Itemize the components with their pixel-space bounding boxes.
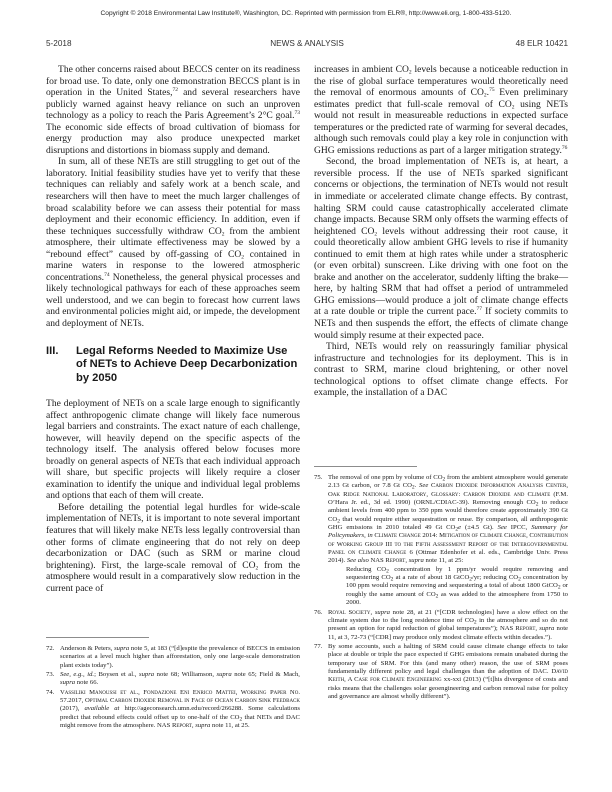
copyright-notice: Copyright © 2018 Environmental Law Institute®, Washington, DC. Reprinted with permission from ELR®, http://www.eli.org, 1-800-433-5120. [100,10,512,17]
section-heading [46,345,300,386]
footnote-number: 75. [314,474,323,481]
left-column [46,64,300,594]
right-column [314,64,568,399]
footnote-76 [314,609,568,642]
footnotes-left [46,637,300,731]
footnote-list [46,645,300,730]
footnote-number: 77. [314,642,323,650]
footnote-72 [46,645,300,670]
section-number: III. [46,344,59,357]
footnote-74 [46,689,300,731]
footnote-ref-72[interactable]: 72 [172,87,179,94]
paragraph: Second, the broad implementation of NETs is, at heart, a reversible process. If the use of NETs sparked significant concerns or objections, the termination of NETs would not result in immediate or accelerated climate change effects. By contrast, halting SRM could cause catastrophically accelerated climate change impacts. Because SRM only offsets the warming effects of heightened $CO_2$ levels without addressing their root cause, it could theoretically allow ambient GHG levels to rise if humanity continued to emit them at high rates while under a stratospheric (or even orbital) sunscreen. Like driving with one foot on the brake and another on the accelerator, suddenly lifting the brake—here, by halting SRM that had offset a period of untrammeled GHG emissions—would produce a jolt of climate change effects at a rate double or triple the current pace.$^{77}$ If society commits to NETs and then suspends the effort, the effects of climate change would simply resume at their expected pace. [314,156,568,341]
footnote-text: Royal Society, supra note 28, at 21 (“[CDR technologies] have a slow effect on the climate system due to the long residence time of $CO_2$ in the atmosphere and so do not present an option for rapid reduction of global temperatures”); NAS Report, supra note 11, at 3, 72-73 (“[CDR] may produce only modest climate effects within decades.”). [328,608,568,641]
footnote-text: By some accounts, such a halting of SRM could cause climate change effects to take place at double or triple the pace expected if GHG emissions remain unabated during the temporary use of SRM. For this (and many other) reason, the use of SRM poses fundamentally different policy and legal challenges than the adoption of DAC. David Keith, A Case for Climate Engineering xx-xxi (2013) (“[t]his divergence of costs and risks means that the challenges solar geoengineering and carbon removal raise for policy and governance are almost wholly different”). [328,642,568,700]
paragraph: Third, NETs would rely on reassuringly familiar physical infrastructure and technologies for its deployment. This is in contrast to SRM, marine cloud brightening, or other novel technological options to offset climate change effects. For example, the installation of a DAC [314,341,568,399]
footnote-divider [314,466,417,467]
footnote-ref-77[interactable]: 77 [476,306,483,313]
footnote-divider [46,637,149,638]
footnote-ref-74[interactable]: 74 [104,271,110,278]
footnote-text: The removal of one ppm by volume of $CO_2$ from the ambient atmosphere would generate 2.13 Gt carbon, or 7.8 Gt $CO_2$. See Carbon Dioxide Information Analysis Center, Oak Ridge National Laboratory, Glossary: Carbon Dioxide and Climate (F.M. O’Hara Jr. ed., 3d ed. 1990) (ORNL/CDIAC-39). Removing enough $CO_2$ to reduce ambient levels from 400 ppm to 350 ppm would therefore create approximately 390 Gt $CO_2$ that would require either sequestration or reuse. By comparison, all anthropogenic GHG emissions in 2010 totaled 49 Gt $CO_2e$ (±4.5 Gt). See IPCC, Summary for Policymakers, in Climate Change 2014: Mitigation of Climate Change, Contribution of Working Group III to the Fifth Assessment Report of the Intergovernmental Panel on Climate Change 6 (Ottmar Edenhofer et al. eds., Cambridge Univ. Press 2014). See also NAS Report, supra note 11, at 25: Reducing $CO_2$ concentration by 1 ppm/yr would require removing and sequestering $CO_2$ at a rate of about 18 GtCO$_2$/yr; reducing $CO_2$ concentration by 100 ppm would require removing and sequestering a total of about 1800 GtCO$_2$ or roughly the same amount of $CO_2$ as was added to the atmosphere from 1750 to 2000. [328,474,568,607]
footnote-number: 72. [46,645,55,652]
section-title: Legal Reforms Needed to Maximize Use of NETs to Achieve Deep Decarbonization by 2050 [76,344,298,385]
paragraph: Before detailing the potential legal hurdles for wide-scale implementation of NETs, it is important to note several important features that will likely make NETs less legally controversial than other forms of climate engineering that do not rely on deep decarbonization or DAC (such as SRM or marine cloud brightening). First, the large-scale removal of $CO_2$ from the atmosphere would result in a comparatively slow reduction in the current pace of [46,501,300,594]
footnote-text: See, e.g., id.; Boysen et al., supra note 68; Williamson, supra note 65; Field & Mach, supra note 66. [60,671,300,687]
footnote-blockquote: Reducing $CO_2$ concentration by 1 ppm/yr would require removing and sequestering $CO_2$ at a rate of about 18 GtCO$_2$/yr; reducing $CO_2$ concentration by 100 ppm would require removing and sequestering a total of about 1800 GtCO$_2$ or roughly the same amount of $CO_2$ as was added to the atmosphere from 1750 to 2000. [346,565,568,607]
footnote-number: 76. [314,608,323,616]
paragraph: increases in ambient $CO_2$ levels because a noticeable reduction in the rise of global surface temperatures would theoretically need the removal of enormous amounts of $CO_2.^{75}$ Even preliminary estimates predict that full-scale removal of $CO_2$ using NETs would not result in measureable reductions in expected surface temperatures or the predicted rate of warming for several decades, although such removals could play a key role in conjunction with GHG emissions reductions as part of a larger mitigation strategy.$^{76}$ [314,64,568,156]
running-header [46,39,568,49]
footnote-73 [46,671,300,688]
footnote-text: Vassiliki Manoussi et al., Fondazione Eni Enrico Mattei, Working Paper No. 57.2017, Optimal Carbon Dioxide Removal in Face of Ocean Carbon Sink Feedback (2017), available at http://ageconsearch.umn.edu/record/266288. Some calculations predict that rebound effects could offset up to one-half of the $CO_2$ that NETs and DAC might remove from the atmosphere. NAS Report, supra note 11, at 25. [60,688,300,730]
footnote-ref-73[interactable]: 73 [294,110,300,117]
paragraph: The deployment of NETs on a scale large enough to significantly affect anthropogenic climate change will likely face numerous legal barriers and constraints. The exact nature of each challenge, however, will heavily depend on the specific aspects of the technology itself. The analysis offered below focuses more broadly on general aspects of NETs that each individual approach will share, but specific projects will likely require a closer examination to identify the unique and individual legal problems and options that each of them will create. [46,397,300,502]
footnote-number: 73. [46,671,55,679]
paragraph: In sum, all of these NETs are still struggling to get out of the laboratory. Initial feasibility studies have yet to verify that these techniques can reliably and safely work at a bench scale, and researchers will then have to meet the much larger challenges of broad scalability before we can assess their potential for mass deployment and their economic efficiency. In addition, even if these techniques successfully withdraw $CO_2$ from the ambient atmosphere, their ultimate effectiveness may be slowed by a “rebound effect” caused by off-gassing of $CO_2$ contained in marine waters in response to the lowered atmospheric concentrations.$^{74}$ Nonetheless, the general physical processes and likely technological pathways for each of these approaches seem well understood, and we can begin to forecast how current laws and environmental policies might aid, or impede, the development and deployment of NETs. [46,156,300,330]
footnotes-right [314,466,568,702]
footnote-text: Anderson & Peters, supra note 5, at 183 (“[d]espite the prevalence of BECCS in emission scenarios at a level much higher than afforestation, only one large-scale demonstration plant exists today”). [60,645,300,669]
footnote-number: 74. [46,688,55,696]
footnote-list [314,474,568,701]
footnote-ref-75[interactable]: 75 [489,87,495,94]
paragraph: The other concerns raised about BECCS center on its readiness for broad use. To date, only one demonstration BECCS plant is in operation in the United States,$^{72}$ and several researchers have publicly warned against heavy reliance on such an unproven technology as a policy to reach the Paris Agreement’s 2°C goal.$^{73}$ The economic side effects of broad cultivation of biomass for energy production may also produce unexpected market disruptions and distortions in biomass supply and demand. [46,64,300,156]
footnote-ref-76[interactable]: 76 [561,144,568,151]
page-citation: 48 ELR 10421 [515,39,568,48]
issue-date: 5-2018 [46,39,72,48]
footnote-77 [314,643,568,701]
publication-name: NEWS & ANALYSIS [270,39,344,48]
footnote-75 [314,474,568,608]
